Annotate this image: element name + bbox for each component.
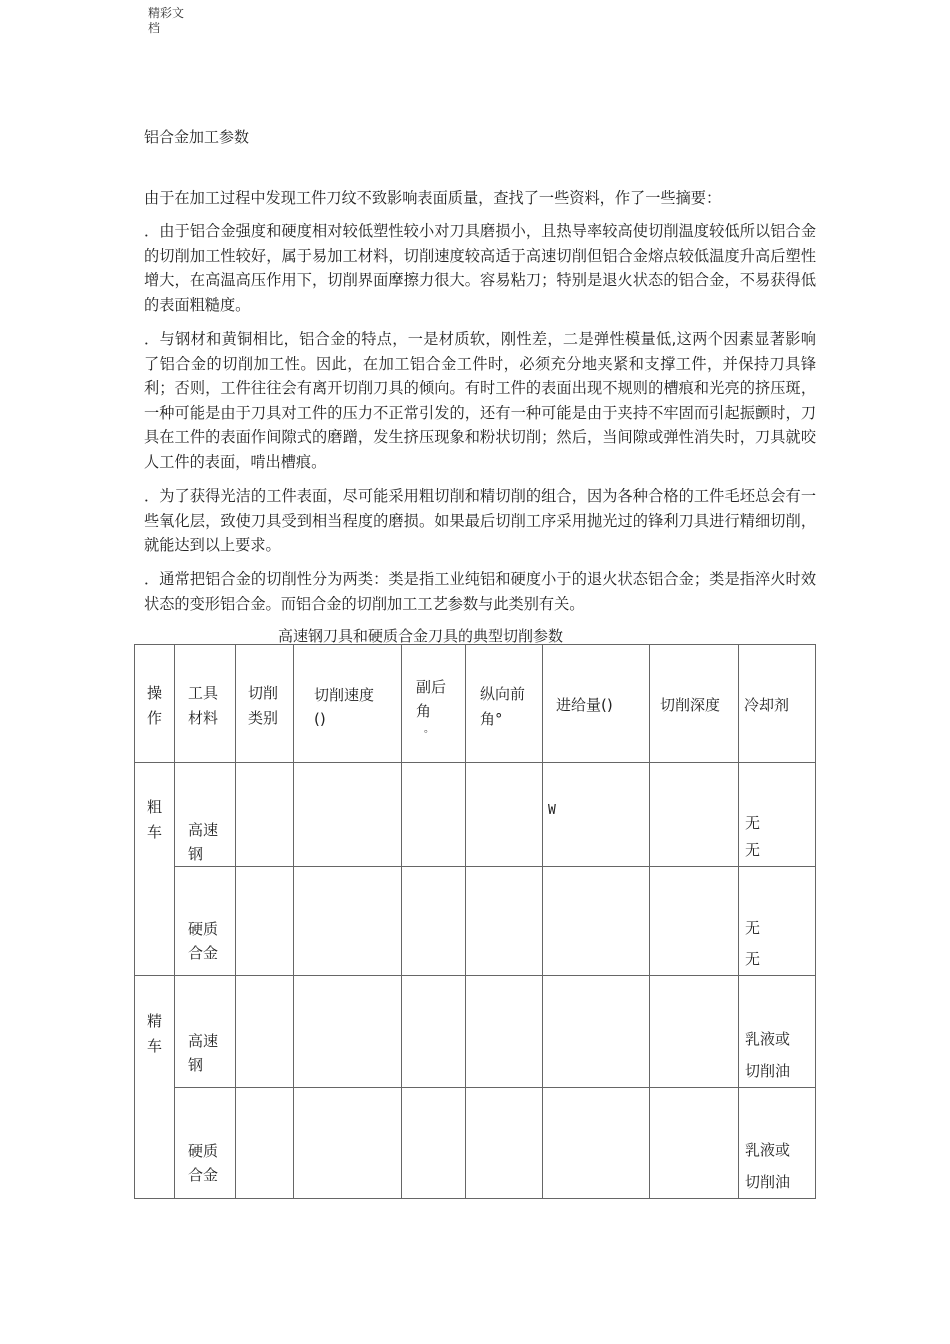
coolant-cell: 乳液或 切削油 — [739, 976, 816, 1088]
header-cut-speed: 切削速度 () — [294, 645, 402, 763]
header-feed: 进给量() — [543, 645, 650, 763]
header-operation: 操 作 — [135, 645, 175, 763]
operation-rough-turning: 粗 车 — [135, 763, 175, 976]
header-rake-angle: 纵向前 角° — [466, 645, 543, 763]
paragraph-4: ．通常把铝合金的切削性分为两类：类是指工业纯铝和硬度小于的退火状态铝合金；类是指淬火时效状态的变形铝合金。而铝合金的切削加工工艺参数与此类别有关。 — [144, 570, 816, 613]
header-cut-type: 切削 类别 — [236, 645, 294, 763]
header-depth: 切削深度 — [650, 645, 739, 763]
feed-cell — [543, 867, 650, 976]
table-row — [135, 867, 816, 976]
coolant-cell: 乳液或 切削油 — [739, 1088, 816, 1199]
tool-cell: 高速 钢 — [175, 976, 236, 1088]
table-header-row — [135, 645, 816, 763]
table-row — [135, 1088, 816, 1199]
intro-paragraph: 由于在加工过程中发现工件刀纹不致影响表面质量，查找了一些资料，作了一些摘要： — [144, 189, 722, 207]
paragraph-1: ．由于铝合金强度和硬度相对较低塑性较小对刀具磨损小，且热导率较高使切削温度较低所以铝合金的切削加工性较好，属于易加工材料，切削速度较高适于高速切削但铝合金熔点较低温度升高后塑性增大，在高温高压作用下，切削界面摩擦力很大。容易粘刀；特别是退火状态的铝合金，不易获得低的表面粗糙度。 — [144, 222, 816, 314]
table-caption: 高速钢刀具和硬质合金刀具的典型切削参数 — [278, 627, 564, 645]
coolant-cell: 无 无 — [739, 867, 816, 976]
coolant-cell: 无 无 — [739, 763, 816, 867]
header-watermark — [148, 6, 184, 36]
feed-cell: W — [543, 763, 650, 867]
feed-cell — [543, 976, 650, 1088]
tool-cell: 硬质 合金 — [175, 867, 236, 976]
tool-cell: 高速 钢 — [175, 763, 236, 867]
header-coolant: 冷却剂 — [739, 645, 816, 763]
cutting-parameters-table — [134, 644, 816, 1199]
paragraph-2: ．与钢材和黄铜相比，铝合金的特点，一是材质软，刚性差，二是弹性模量低,这两个因素显著影响了铝合金的切削加工性。因此，在加工铝合金工件时，必须充分地夹紧和支撑工件，并保持刀具锋利；否则，工件往往会有离开切削刀具的倾向。有时工件的表面出现不规则的槽痕和光亮的挤压斑，一种可能是由于刀具对工件的压力不正常引发的，还有一种可能是由于夹持不牢固而引起振颤时，刀具在工件的表面作间隙式的磨蹭，发生挤压现象和粉状切削；然后，当间隙或弹性消失时，刀具就咬人工件的表面，啃出槽痕。 — [144, 330, 816, 471]
header-tool-material: 工具 材料 — [175, 645, 236, 763]
document-title: 铝合金加工参数 — [144, 128, 250, 146]
header-minor-relief-angle: 副后 角 。 — [402, 645, 466, 763]
paragraph-3: ．为了获得光洁的工件表面，尽可能采用粗切削和精切削的组合，因为各种合格的工件毛坯总会有一些氧化层，致使刀具受到相当程度的磨损。如果最后切削工序采用抛光过的锋利刀具进行精细切削，就能达到以上要求。 — [144, 487, 816, 554]
table-row — [135, 976, 816, 1088]
header-mark-line2: 档 — [148, 21, 161, 35]
header-mark-line1: 精彩文 — [148, 6, 185, 20]
operation-finish-turning: 精 车 — [135, 976, 175, 1199]
table-row — [135, 763, 816, 867]
tool-cell: 硬质 合金 — [175, 1088, 236, 1199]
feed-cell — [543, 1088, 650, 1199]
